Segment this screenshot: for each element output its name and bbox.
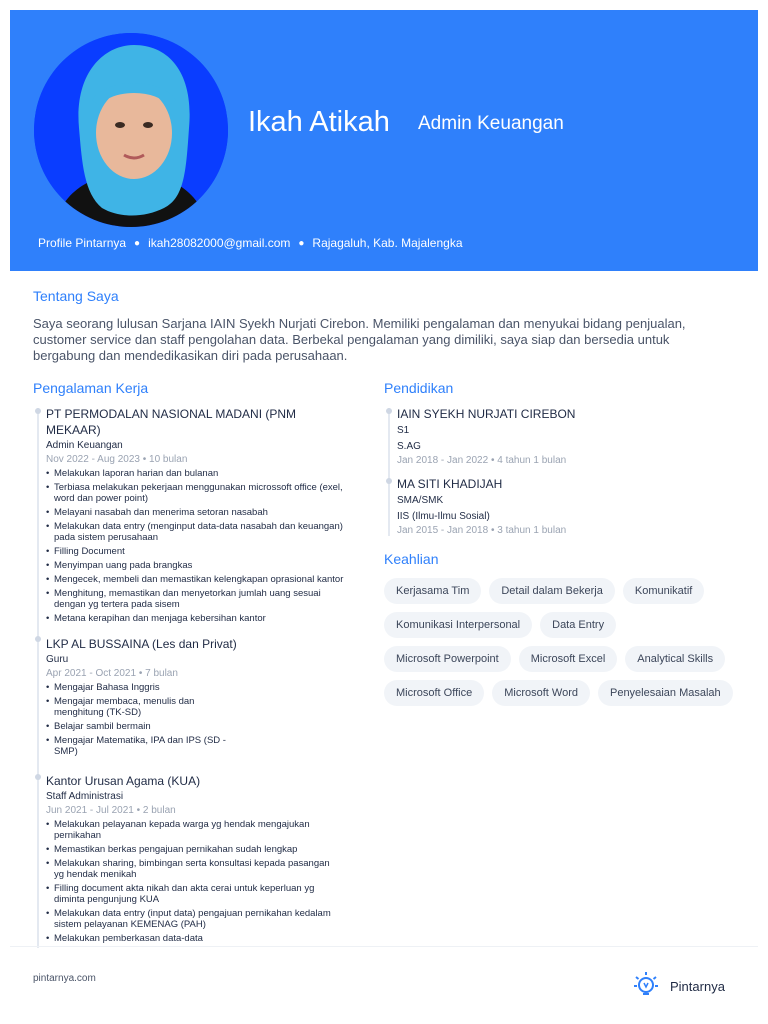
duty-item: • Menyimpan uang pada brangkas — [46, 560, 346, 571]
company-name: Kantor Urusan Agama (KUA) — [46, 774, 201, 788]
lightbulb-icon — [632, 970, 660, 1003]
candidate-name: Ikah Atikah — [248, 106, 390, 138]
email-link[interactable]: ikah28082000@gmail.com — [148, 236, 291, 250]
duty-item: • Belajar sambil bermain — [46, 721, 246, 732]
footer-divider — [10, 946, 758, 947]
company-name: PT PERMODALAN NASIONAL MADANI (PNM MEKAAR) — [46, 407, 297, 437]
duties-list — [46, 682, 246, 757]
duty-item: • Melakukan data entry (input data) pengajuan pernikahan kedalam sistem pelayanan KEMENAG (PAH) — [46, 908, 331, 930]
experience-item — [46, 406, 346, 627]
duties-list — [46, 468, 346, 624]
duty-item: • Terbiasa melakukan pekerjaan menggunakan microssoft office (exel, word dan power point) — [46, 482, 346, 504]
footer-brand — [632, 970, 725, 1003]
timeline-dot — [35, 774, 41, 780]
education-level: S1 — [397, 425, 410, 436]
education-major: IIS (Ilmu-Ilmu Sosial) — [397, 511, 490, 522]
skills-title: Keahlian — [384, 551, 439, 567]
skill-chip: Microsoft Word — [492, 680, 590, 706]
duty-item: • Memastikan berkas pengajuan pernikahan sudah lengkap — [46, 844, 331, 855]
education-major: S.AG — [397, 441, 421, 452]
timeline-dot — [386, 478, 392, 484]
skill-chip: Komunikatif — [623, 578, 704, 604]
profile-link[interactable]: Profile Pintarnya — [38, 236, 127, 250]
duty-item: • Mengajar membaca, menulis dan menghitung (TK-SD) — [46, 696, 246, 718]
timeline-dot — [35, 408, 41, 414]
duty-item: • Filling document akta nikah dan akta cerai untuk keperluan yg diminta pengunjung KUA — [46, 883, 331, 905]
education-title: Pendidikan — [384, 380, 454, 396]
school-name: IAIN SYEKH NURJATI CIREBON — [397, 407, 576, 421]
experience-timeline — [37, 408, 39, 948]
job-dates: Jun 2021 - Jul 2021 • 2 bulan — [46, 805, 176, 816]
duty-item: • Melayani nasabah dan menerima setoran nasabah — [46, 507, 346, 518]
duty-item: • Menghitung, memastikan dan menyetorkan jumlah uang sesuai dengan yg tertera pada sisem — [46, 588, 346, 610]
job-dates: Nov 2022 - Aug 2023 • 10 bulan — [46, 454, 188, 465]
header-banner — [10, 10, 758, 271]
education-item — [397, 476, 717, 538]
skill-chip: Penyelesaian Masalah — [598, 680, 733, 706]
duty-item: • Mengajar Matematika, IPA dan IPS (SD - SMP) — [46, 735, 246, 757]
duty-item: • Melakukan pemberkasan data-data — [46, 933, 331, 944]
footer-site-link[interactable]: pintarnya.com — [33, 973, 96, 984]
duty-item: • Mengecek, membeli dan memastikan kelengkapan oprasional kantor — [46, 574, 346, 585]
about-text: Saya seorang lulusan Sarjana IAIN Syekh Nurjati Cirebon. Memiliki pengalaman dan menyukai bidang penjualan, customer service dan staff pengolahan data. Berbekal pengalaman yang dimiliki, saya siap dan bersedia untuk bergabung dan mendedikasikan diri pada perusahaan. — [33, 316, 686, 363]
skill-chip: Microsoft Powerpoint — [384, 646, 511, 672]
education-dates: Jan 2015 - Jan 2018 • 3 tahun 1 bulan — [397, 525, 567, 536]
duty-item: • Melakukan sharing, bimbingan serta konsultasi kepada pasangan yg hendak menikah — [46, 858, 331, 880]
job-position: Admin Keuangan — [46, 440, 123, 451]
school-name: MA SITI KHADIJAH — [397, 477, 503, 491]
timeline-dot — [35, 636, 41, 642]
job-dates: Apr 2021 - Oct 2021 • 7 bulan — [46, 668, 178, 679]
company-name: LKP AL BUSSAINA (Les dan Privat) — [46, 637, 237, 651]
brand-name: Pintarnya — [670, 979, 725, 994]
skill-chip: Kerjasama Tim — [384, 578, 481, 604]
job-position: Guru — [46, 654, 69, 665]
duties-list — [46, 819, 331, 944]
education-dates: Jan 2018 - Jan 2022 • 4 tahun 1 bulan — [397, 455, 567, 466]
skill-chip: Microsoft Office — [384, 680, 484, 706]
skill-chip: Analytical Skills — [625, 646, 725, 672]
timeline-dot — [386, 408, 392, 414]
duty-item: • Melakukan data entry (menginput data-data nasabah dan keuangan) pada sistem perusahaan — [46, 521, 346, 543]
duty-item: • Melakukan laporan harian dan bulanan — [46, 468, 346, 479]
experience-item — [46, 773, 346, 945]
duty-item: • Filling Document — [46, 546, 346, 557]
duty-item: • Mengajar Bahasa Inggris — [46, 682, 246, 693]
education-item — [397, 406, 717, 468]
skill-chip: Komunikasi Interpersonal — [384, 612, 532, 638]
skills-list — [384, 578, 744, 706]
location-text: Rajagaluh, Kab. Majalengka — [312, 236, 463, 250]
separator-dot: ● — [298, 237, 305, 249]
experience-item — [46, 636, 346, 760]
job-position: Staff Administrasi — [46, 791, 124, 802]
education-timeline — [388, 408, 390, 536]
skill-chip: Detail dalam Bekerja — [489, 578, 615, 604]
education-level: SMA/SMK — [397, 495, 444, 506]
duty-item: • Melakukan pelayanan kepada warga yg hendak mengajukan pernikahan — [46, 819, 331, 841]
contact-bar — [38, 236, 463, 250]
profile-photo — [34, 33, 228, 227]
candidate-role: Admin Keuangan — [418, 113, 564, 134]
about-title: Tentang Saya — [33, 288, 119, 304]
experience-title: Pengalaman Kerja — [33, 380, 149, 396]
duty-item: • Metana kerapihan dan menjaga kebersihan kantor — [46, 613, 346, 624]
separator-dot: ● — [134, 237, 141, 249]
skill-chip: Microsoft Excel — [519, 646, 618, 672]
skill-chip: Data Entry — [540, 612, 616, 638]
